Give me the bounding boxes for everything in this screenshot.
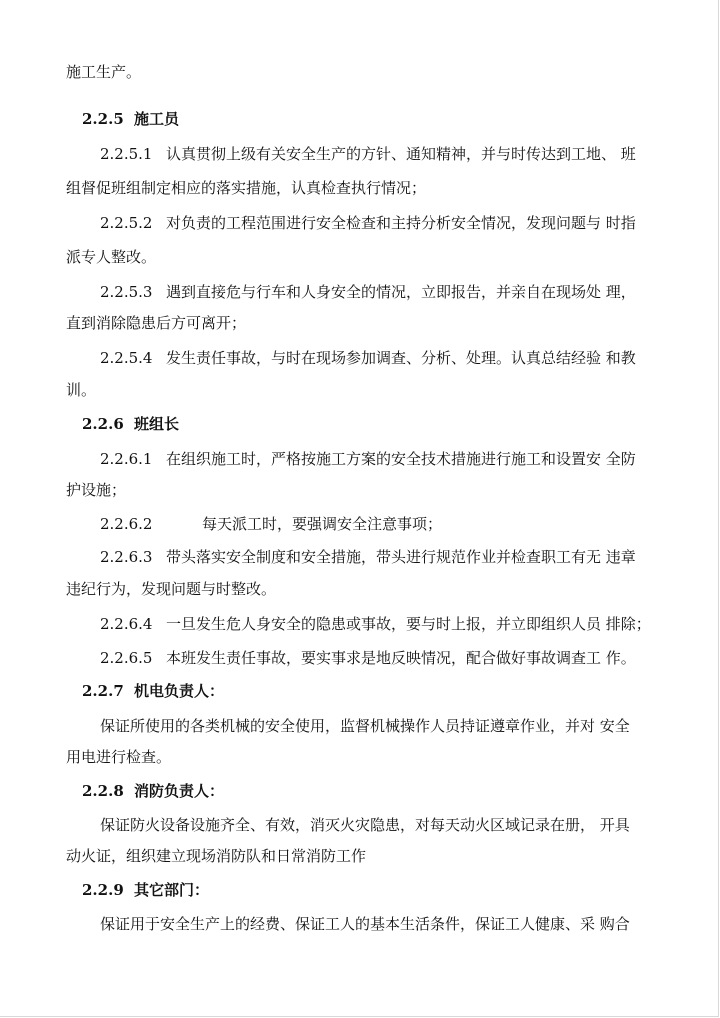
- paragraph-continuation: 派专人整改。: [66, 248, 157, 266]
- paragraph-2-2-6-1: [100, 449, 636, 469]
- section-title: 机电负责人：: [134, 682, 225, 700]
- paragraph-text: 在组织施工时，严格按施工方案的安全技术措施进行施工和设置安 全防: [166, 450, 636, 468]
- paragraph-number: 2.2.6.3: [100, 548, 153, 566]
- section-title: 施工员: [134, 110, 180, 128]
- section-body: 保证用于安全生产上的经费、保证工人的基本生活条件，保证工人健康、采 购合: [100, 915, 630, 933]
- paragraph-2-2-6-3: [100, 547, 636, 567]
- paragraph-continuation: 护设施；: [66, 481, 127, 499]
- section-heading-2-2-8: [82, 781, 224, 801]
- paragraph-number: 2.2.6.2: [100, 515, 153, 533]
- paragraph-continuation: 直到消除隐患后方可离开；: [66, 314, 247, 332]
- paragraph-2-2-5-4: [100, 348, 636, 368]
- section-title: 班组长: [134, 415, 180, 433]
- paragraph-number: 2.2.5.4: [100, 349, 153, 367]
- paragraph-number: 2.2.6.5: [100, 649, 153, 667]
- paragraph-2-2-5-2: [100, 213, 636, 233]
- section-heading-2-2-5: [82, 109, 179, 129]
- paragraph-2-2-5-3: [100, 282, 636, 302]
- paragraph-continuation: 训。: [66, 381, 97, 399]
- section-title: 其它部门：: [134, 881, 210, 899]
- intro-text: 施工生产。: [66, 63, 142, 81]
- section-title: 消防负责人：: [134, 782, 225, 800]
- section-body-continuation: 用电进行检查。: [66, 748, 172, 766]
- paragraph-2-2-5-1: [100, 144, 636, 164]
- section-heading-2-2-7: [82, 681, 224, 701]
- paragraph-2-2-6-5: [100, 648, 636, 668]
- paragraph-text: 发生责任事故，与时在现场参加调查、分析、处理。认真总结经验 和教: [166, 349, 636, 367]
- section-heading-2-2-9: [82, 880, 209, 900]
- paragraph-text: 遇到直接危与行车和人身安全的情况，立即报告，并亲自在现场处 理，: [166, 283, 636, 301]
- section-number: 2.2.7: [82, 682, 124, 700]
- paragraph-text: 本班发生责任事故，要实事求是地反映情况，配合做好事故调查工 作。: [166, 649, 636, 667]
- paragraph-text: 一旦发生危人身安全的隐患或事故，要与时上报，并立即组织人员 排除；: [166, 615, 651, 633]
- section-number: 2.2.5: [82, 110, 124, 128]
- paragraph-continuation: 违纪行为，发现问题与时整改。: [66, 580, 277, 598]
- section-body: 保证防火设备设施齐全、有效，消灭火灾隐患，对每天动火区域记录在册， 开具: [100, 816, 630, 834]
- section-body: 保证所使用的各类机械的安全使用，监督机械操作人员持证遵章作业，并对 安全: [100, 717, 630, 735]
- section-heading-2-2-6: [82, 414, 179, 434]
- paragraph-2-2-6-4: [100, 614, 651, 634]
- section-body-continuation: 动火证，组织建立现场消防队和日常消防工作: [66, 847, 367, 865]
- paragraph-number: 2.2.5.2: [100, 214, 153, 232]
- paragraph-number: 2.2.6.4: [100, 615, 153, 633]
- paragraph-text: 带头落实安全制度和安全措施，带头进行规范作业并检查职工有无 违章: [166, 548, 636, 566]
- paragraph-text: 对负责的工程范围进行安全检查和主持分析安全情况，发现问题与 时指: [166, 214, 636, 232]
- paragraph-number: 2.2.6.1: [100, 450, 153, 468]
- paragraph-text: 认真贯彻上级有关安全生产的方针、通知精神，并与时传达到工地、 班: [166, 145, 636, 163]
- section-number: 2.2.8: [82, 782, 124, 800]
- paragraph-continuation: 组督促班组制定相应的落实措施，认真检查执行情况；: [66, 179, 427, 197]
- paragraph-number: 2.2.5.1: [100, 145, 153, 163]
- paragraph-text: 每天派工时，要强调安全注意事项；: [202, 515, 443, 533]
- paragraph-number: 2.2.5.3: [100, 283, 153, 301]
- section-number: 2.2.6: [82, 415, 124, 433]
- section-number: 2.2.9: [82, 881, 124, 899]
- paragraph-2-2-6-2: [100, 514, 442, 534]
